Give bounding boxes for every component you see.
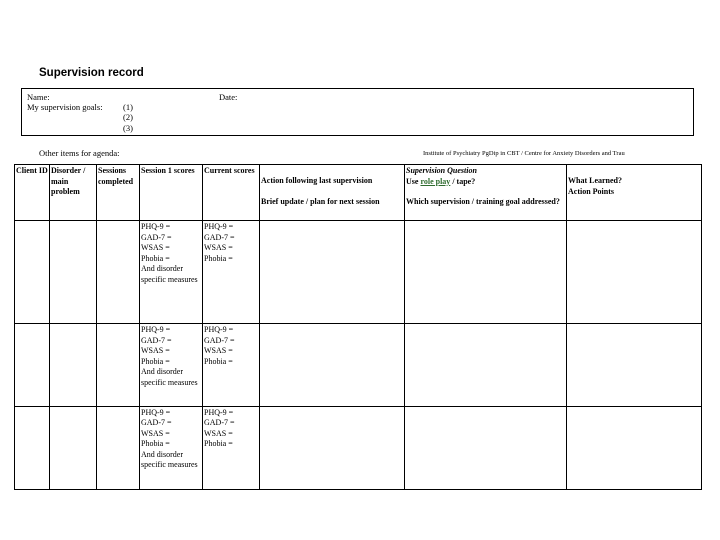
cell-supervision-question[interactable] (405, 324, 567, 406)
header-sq-role-play: role play (420, 176, 451, 186)
score-phobia: Phobia = (141, 439, 170, 449)
header-what-learned (567, 165, 702, 221)
header-learned-line1: What Learned? (568, 176, 622, 185)
score-phq: PHQ-9 = (204, 222, 234, 232)
score-phq: PHQ-9 = (204, 325, 234, 335)
cell-disorder[interactable] (50, 221, 97, 324)
cell-current-scores[interactable] (203, 221, 260, 324)
cell-disorder[interactable] (50, 406, 97, 489)
header-action (260, 165, 405, 221)
score-gad: GAD-7 = (141, 335, 172, 345)
header-action-line1: Action following last supervision (261, 176, 373, 185)
score-phq: PHQ-9 = (141, 325, 171, 335)
institute-label: Institute of Psychiatry PgDip in CBT / Centre for Anxiety Disorders and Trau (423, 150, 625, 157)
score-disorder-specific: And disorder specific measures (141, 264, 198, 284)
score-phq: PHQ-9 = (141, 222, 171, 232)
cell-sessions[interactable] (97, 324, 140, 406)
date-field-label: Date: (219, 92, 238, 102)
header-sq-goal: Which supervision / training goal addressed? (406, 197, 560, 206)
goal-1: (1) (123, 102, 133, 112)
score-wsas: WSAS = (204, 346, 233, 356)
header-session1-scores: Session 1 scores (140, 165, 203, 221)
cell-action[interactable] (260, 406, 405, 489)
header-disorder: Disorder / main problem (50, 165, 97, 221)
table-row (15, 324, 702, 406)
table-row (15, 406, 702, 489)
header-supervision-question (405, 165, 567, 221)
table-header-row (15, 165, 702, 221)
name-field-label: Name: (27, 92, 50, 102)
cell-sessions[interactable] (97, 406, 140, 489)
score-phobia: Phobia = (141, 356, 170, 366)
score-wsas: WSAS = (141, 428, 170, 438)
header-action-line2: Brief update / plan for next session (261, 196, 380, 206)
score-wsas: WSAS = (204, 243, 233, 253)
score-phobia: Phobia = (204, 356, 233, 366)
cell-supervision-question[interactable] (405, 221, 567, 324)
score-gad: GAD-7 = (204, 335, 235, 345)
cell-session1-scores[interactable] (140, 221, 203, 324)
score-phobia: Phobia = (204, 253, 233, 263)
score-gad: GAD-7 = (141, 418, 172, 428)
score-wsas: WSAS = (204, 428, 233, 438)
page-title: Supervision record (39, 67, 144, 79)
supervision-goals-label: My supervision goals: (27, 102, 103, 112)
cell-disorder[interactable] (50, 324, 97, 406)
cell-sessions[interactable] (97, 221, 140, 324)
score-gad: GAD-7 = (204, 232, 235, 242)
goal-2: (2) (123, 112, 133, 122)
cell-what-learned[interactable] (567, 324, 702, 406)
goal-3: (3) (123, 123, 133, 133)
score-phobia: Phobia = (204, 439, 233, 449)
score-gad: GAD-7 = (141, 232, 172, 242)
score-wsas: WSAS = (141, 243, 170, 253)
supervision-table (14, 164, 702, 490)
cell-what-learned[interactable] (567, 406, 702, 489)
cell-action[interactable] (260, 221, 405, 324)
cell-client-id[interactable] (15, 324, 50, 406)
score-wsas: WSAS = (141, 346, 170, 356)
score-gad: GAD-7 = (204, 418, 235, 428)
score-phq: PHQ-9 = (141, 407, 171, 417)
header-current-scores: Current scores (203, 165, 260, 221)
header-client-id: Client ID (15, 165, 50, 221)
cell-current-scores[interactable] (203, 324, 260, 406)
info-box (21, 88, 694, 136)
score-phobia: Phobia = (141, 253, 170, 263)
cell-current-scores[interactable] (203, 406, 260, 489)
score-disorder-specific: And disorder specific measures (141, 367, 198, 387)
score-disorder-specific: And disorder specific measures (141, 449, 198, 470)
agenda-label: Other items for agenda: (39, 148, 120, 158)
cell-action[interactable] (260, 324, 405, 406)
header-sessions: Sessions completed (97, 165, 140, 221)
header-sq-title: Supervision Question (406, 166, 477, 175)
header-sq-tape: / tape? (452, 176, 476, 186)
table-row (15, 221, 702, 324)
cell-session1-scores[interactable] (140, 406, 203, 489)
cell-what-learned[interactable] (567, 221, 702, 324)
cell-session1-scores[interactable] (140, 324, 203, 406)
cell-supervision-question[interactable] (405, 406, 567, 489)
score-phq: PHQ-9 = (204, 407, 234, 417)
cell-client-id[interactable] (15, 406, 50, 489)
header-learned-line2: Action Points (568, 186, 614, 196)
cell-client-id[interactable] (15, 221, 50, 324)
header-sq-use: Use (406, 176, 419, 186)
